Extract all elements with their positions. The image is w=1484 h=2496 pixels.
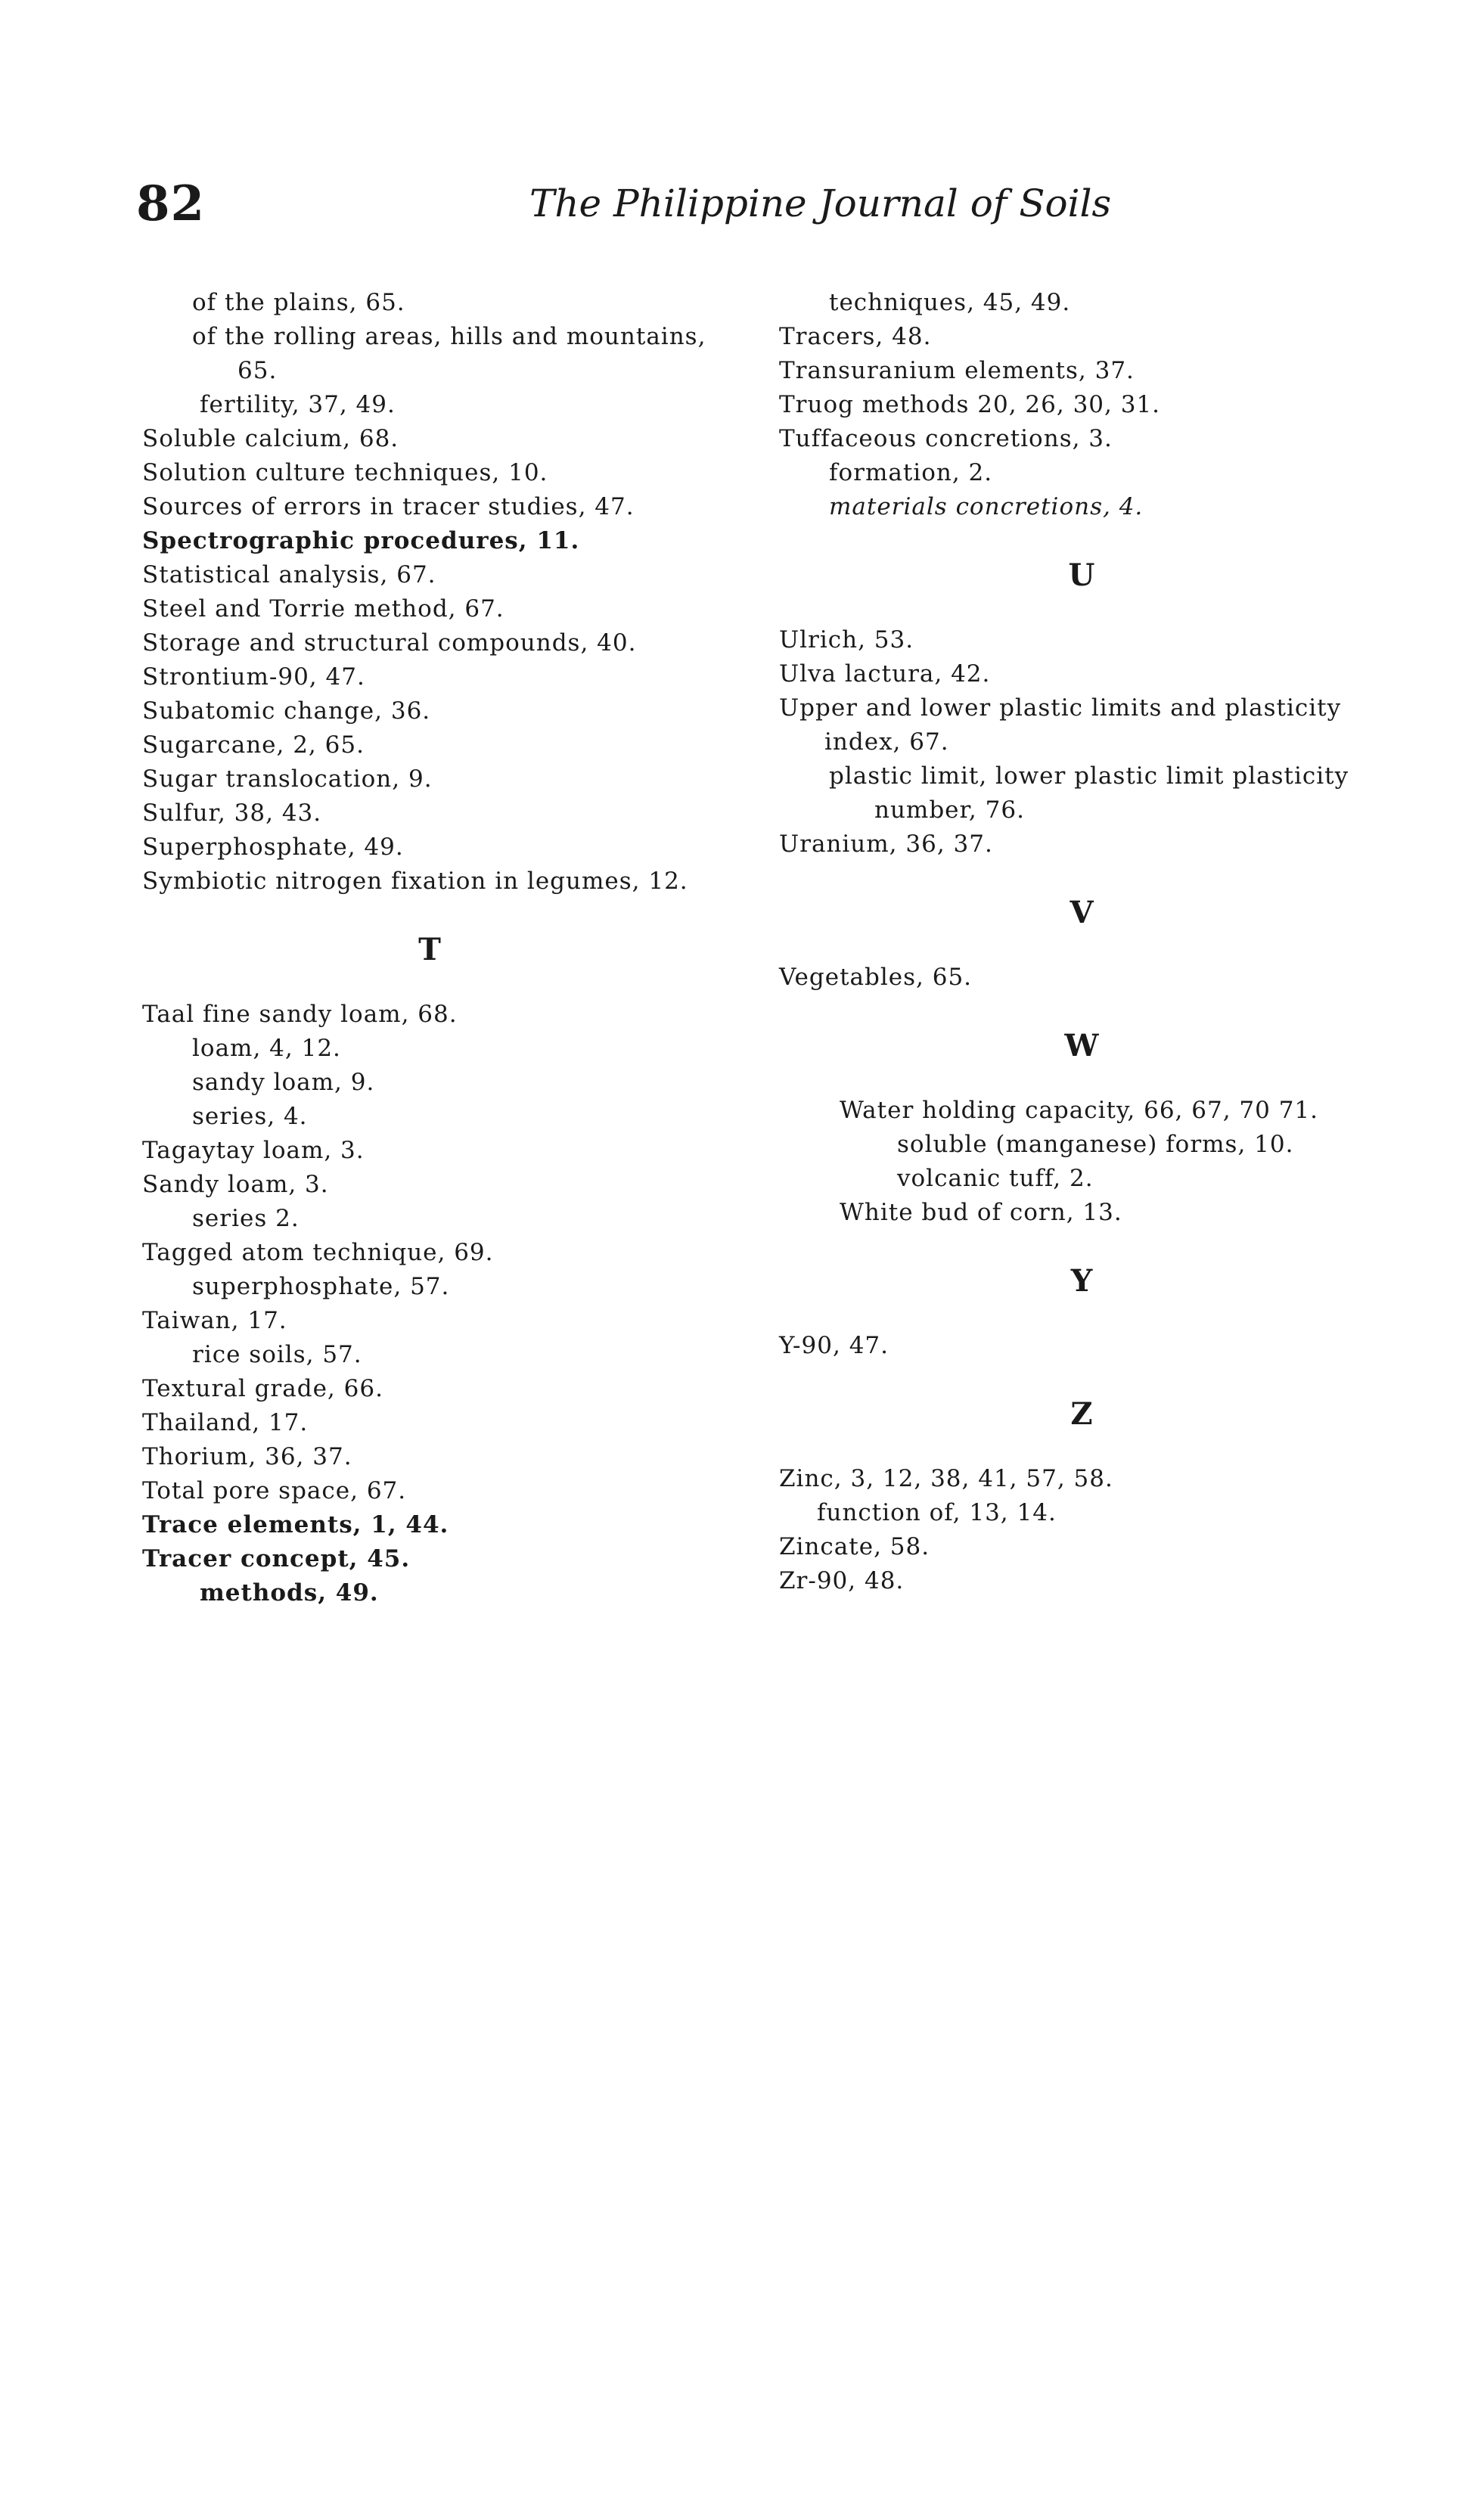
index-entry: Thailand, 17.	[142, 1409, 309, 1436]
index-entry: Statistical analysis, 67.	[142, 561, 436, 588]
index-entry: Soluble calcium, 68.	[142, 425, 399, 452]
index-entry: materials concretions, 4.	[829, 493, 1144, 520]
index-entry: Tuffaceous concretions, 3.	[779, 425, 1113, 452]
index-entry: Zincate, 58.	[779, 1533, 930, 1560]
index-entry: of the plains, 65.	[192, 289, 405, 316]
index-entry: Solution culture techniques, 10.	[142, 459, 548, 486]
index-entry: plastic limit, lower plastic limit plasticity number, 76.	[829, 762, 1349, 824]
index-entry: Truog methods 20, 26, 30, 31.	[779, 391, 1161, 418]
index-entry: series 2.	[192, 1205, 300, 1232]
section-letter-w: W	[1064, 1028, 1099, 1063]
section-letter-y: Y	[1070, 1263, 1093, 1299]
index-entry: Tracers, 48.	[779, 323, 932, 350]
index-entry: Spectrographic procedures, 11.	[142, 527, 580, 554]
index-entry: loam, 4, 12.	[192, 1035, 341, 1062]
index-entry: Ulrich, 53.	[779, 626, 914, 653]
index-column-right	[779, 286, 1384, 1598]
index-entry: Uranium, 36, 37.	[779, 830, 993, 858]
index-entry: Taal fine sandy loam, 68.	[142, 1001, 458, 1028]
index-entry: rice soils, 57.	[192, 1341, 362, 1368]
index-entry: superphosphate, 57.	[192, 1273, 450, 1300]
running-title: The Philippine Journal of Soils	[529, 182, 1112, 225]
index-entry: Zinc, 3, 12, 38, 41, 57, 58.	[779, 1465, 1113, 1492]
index-entry: Strontium-90, 47.	[142, 663, 365, 691]
section-letter-t: T	[418, 932, 441, 967]
section-letter-u: U	[1068, 557, 1095, 593]
index-entry: Symbiotic nitrogen fixation in legumes, 12.	[142, 868, 688, 895]
index-entry: Sources of errors in tracer studies, 47.	[142, 493, 635, 520]
index-entry: series, 4.	[192, 1103, 308, 1130]
index-entry: Subatomic change, 36.	[142, 697, 431, 725]
index-entry: Tracer concept, 45.	[142, 1545, 411, 1572]
index-entry: formation, 2.	[829, 459, 993, 486]
section-letter-z: Z	[1070, 1396, 1093, 1432]
index-entry: Textural grade, 66.	[142, 1375, 383, 1402]
index-entry: techniques, 45, 49.	[829, 289, 1071, 316]
section-letter-v: V	[1070, 895, 1094, 930]
index-entry: Vegetables, 65.	[779, 964, 973, 991]
index-entry: Thorium, 36, 37.	[142, 1443, 352, 1470]
index-entry: fertility, 37, 49.	[200, 391, 396, 418]
index-entry: Total pore space, 67.	[142, 1477, 407, 1504]
index-entry: soluble (manganese) forms, 10.	[897, 1131, 1294, 1158]
index-entry: Ulva lactura, 42.	[779, 660, 991, 688]
index-entry: Tagged atom technique, 69.	[142, 1239, 494, 1266]
index-entry: Superphosphate, 49.	[142, 834, 404, 861]
index-entry: of the rolling areas, hills and mountains, 65.	[192, 323, 706, 384]
index-entry: Sulfur, 38, 43.	[142, 799, 322, 827]
index-entry: Sandy loam, 3.	[142, 1171, 329, 1198]
index-entry: Taiwan, 17.	[142, 1307, 287, 1334]
index-entry: Trace elements, 1, 44.	[142, 1511, 449, 1538]
index-entry: Water holding capacity, 66, 67, 70 71.	[840, 1097, 1319, 1124]
index-entry: Y-90, 47.	[779, 1332, 889, 1359]
index-entry: methods, 49.	[200, 1579, 379, 1607]
index-entry: Storage and structural compounds, 40.	[142, 629, 637, 657]
index-entry: Upper and lower plastic limits and plasticity index, 67.	[779, 694, 1342, 756]
index-entry: function of, 13, 14.	[817, 1499, 1057, 1526]
index-entry: Sugarcane, 2, 65.	[142, 731, 365, 759]
index-column-left	[142, 286, 762, 1610]
index-entry: Zr-90, 48.	[779, 1567, 905, 1594]
index-entry: Tagaytay loam, 3.	[142, 1137, 365, 1164]
index-entry: sandy loam, 9.	[192, 1069, 375, 1096]
index-entry: volcanic tuff, 2.	[897, 1165, 1094, 1192]
index-entry: Transuranium elements, 37.	[779, 357, 1135, 384]
page-number: 82	[136, 175, 206, 232]
index-entry: Sugar translocation, 9.	[142, 765, 433, 793]
index-entry: White bud of corn, 13.	[840, 1199, 1122, 1226]
index-entry: Steel and Torrie method, 67.	[142, 595, 504, 622]
